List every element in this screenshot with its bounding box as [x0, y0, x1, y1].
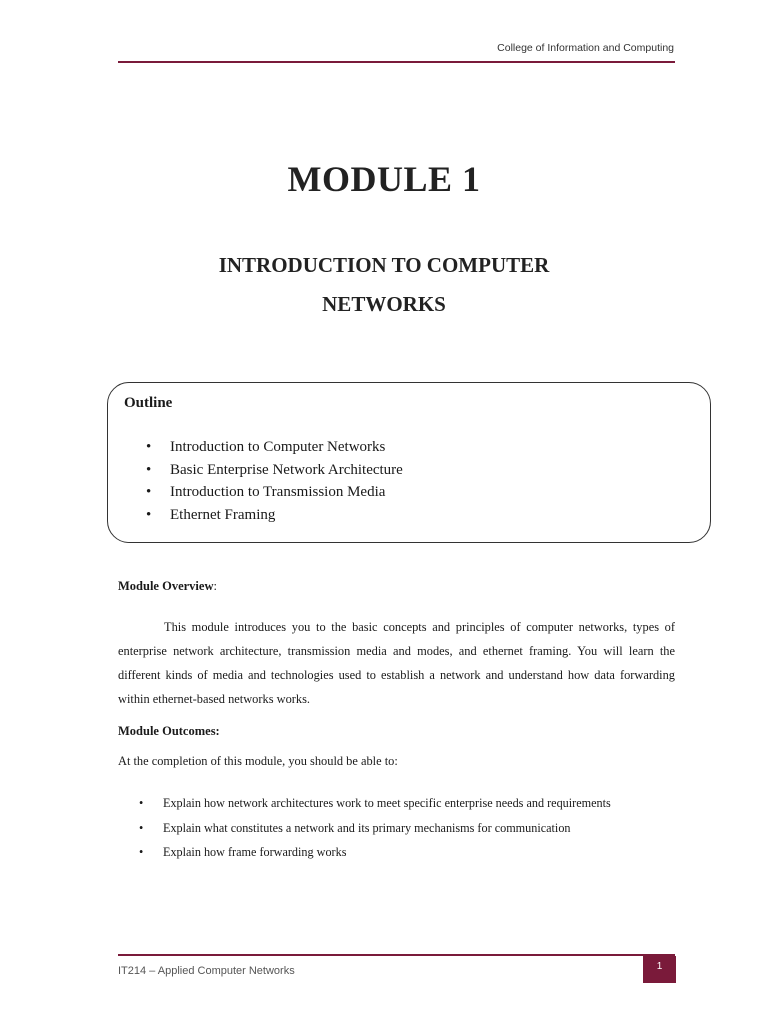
- overview-heading: [118, 579, 217, 594]
- outcomes-list: [139, 791, 611, 865]
- overview-heading-colon: :: [213, 579, 217, 593]
- header-rule: [118, 61, 675, 63]
- footer-rule: [118, 954, 675, 956]
- module-title: MODULE 1: [287, 159, 481, 199]
- outline-item: • Ethernet Framing: [146, 504, 403, 527]
- outcome-item: • Explain how frame forwarding works: [139, 840, 611, 865]
- page-header-text: College of Information and Computing: [497, 42, 674, 54]
- footer-course-text: IT214 – Applied Computer Networks: [118, 965, 295, 977]
- outcomes-heading: Module Outcomes:: [118, 724, 220, 738]
- module-subtitle-line1: INTRODUCTION TO COMPUTER: [218, 253, 550, 277]
- overview-paragraph: [118, 615, 675, 711]
- outline-item: • Introduction to Computer Networks: [146, 436, 403, 459]
- page-number-badge: 1: [643, 956, 676, 983]
- outcome-item: • Explain what constitutes a network and its primary mechanisms for communication: [139, 816, 611, 841]
- overview-body: This module introduces you to the basic concepts and principles of computer networks, types of enterprise network architecture, transmission media and modes, and ethernet framing. You will learn the different kinds of media and technologies used to establish a network and understand how data forwarding within ethernet-based networks works.: [118, 620, 675, 706]
- overview-heading-text: Module Overview: [118, 579, 214, 593]
- outline-box: [107, 382, 711, 543]
- outline-item: • Introduction to Transmission Media: [146, 481, 403, 504]
- outline-title: Outline: [124, 395, 173, 411]
- outline-item: • Basic Enterprise Network Architecture: [146, 459, 403, 482]
- outcome-item: • Explain how network architectures work to meet specific enterprise needs and requirements: [139, 791, 611, 816]
- module-subtitle-line2: NETWORKS: [322, 292, 446, 316]
- outline-list: [146, 436, 403, 526]
- outcomes-lead: At the completion of this module, you should be able to:: [118, 754, 398, 768]
